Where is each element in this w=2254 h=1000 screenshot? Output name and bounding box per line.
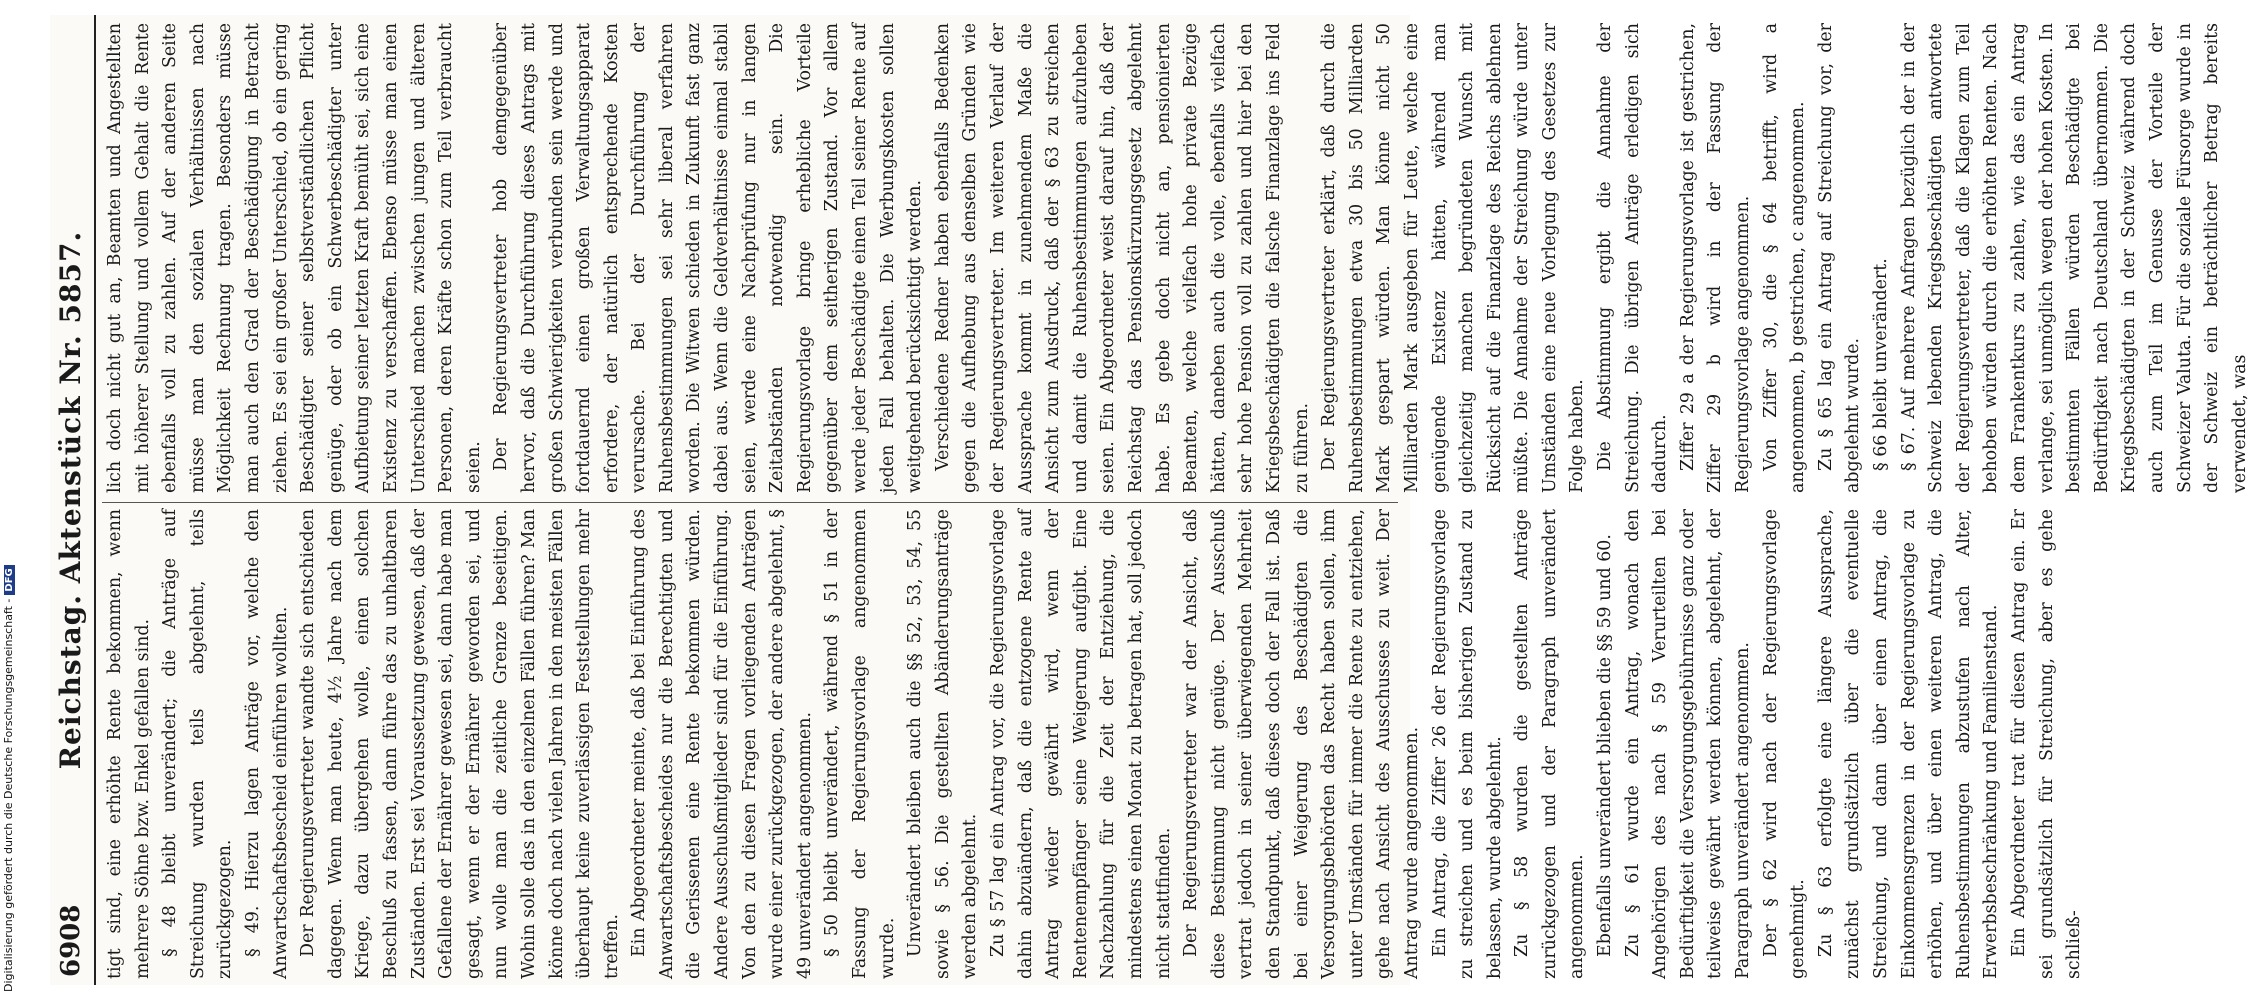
paragraph: § 49. Hierzu lagen Anträge vor, welche den Anwartschaftsbescheid einführen wollten.	[242, 509, 291, 979]
rotated-page-content	[50, 15, 2250, 985]
paragraph: § 66 bleibt unverändert.	[1871, 258, 1891, 471]
right-column	[102, 23, 2250, 493]
digitization-footer	[0, 0, 22, 1000]
page-header	[50, 15, 96, 985]
paragraph: § 48 bleibt unverändert; die Anträge auf Streichung wurden teils abgelehnt, teils zurückgezogen.	[160, 509, 236, 979]
paragraph: Zu § 65 lag ein Antrag auf Streichung vor, der abgelehnt wurde.	[1815, 23, 1864, 493]
paragraph: Unverändert bleiben auch die §§ 52, 53, 54, 55 sowie § 56. Die gestellten Abänderungsanträge werden abgelehnt.	[905, 509, 981, 979]
paragraph: Ebenfalls unverändert blieben die §§ 59 und 60.	[1595, 534, 1616, 957]
running-title: Reichstag. Aktenstück Nr. 5857.	[54, 230, 87, 770]
paragraph: Der Regierungsvertreter hob demgegenüber hervor, daß die Durchführung dieses Antrags mit großen Schwierigkeiten verbunden sein werde und fortdauernd einen großen Verwaltungsapparat erfordere, der natürlich entsprechende Kosten verursache. Bei der Durchführung der Ruhensbestimmungen sei sehr liberal verfahren worden. Die Witwen schieden in Zukunft fast ganz dabei aus. Wenn die Geldverhältnisse einmal stabil seien, werde eine Nachprüfung nur in langen Zeitabständen notwendig sein. Die Regierungsvorlage bringe erhebliche Vorteile gegenüber dem seitherigen Zustand. Vor allem werde jeder Beschädigte einen Teil seiner Rente auf jeden Fall behalten. Die Werbungskosten sollen weitgehend berücksichtigt werden.	[491, 23, 926, 493]
paragraph: § 50 bleibt unverändert, während § 51 in der Fassung der Regierungsvorlage angenommen wurde.	[822, 509, 898, 979]
paragraph: Ziffer 29 a der Regierungsvorlage ist gestrichen, Ziffer 29 b wird in der Fassung der Regierungsvorlage angenommen.	[1677, 23, 1754, 493]
paragraph: Zu § 58 wurden die gestellten Anträge zurückgezogen und der Paragraph unverändert angenommen.	[1512, 509, 1588, 979]
paragraph: Zu § 63 erfolgte eine längere Aussprache, zunächst grundsätzlich über die eventuelle Streichung, und dann über einen Antrag, die Einkommensgrenzen in der Regierungsvorlage zu erhöhen, und über einen weiteren Antrag, die Ruhensbestimmungen abzustufen nach Alter, Erwerbsbeschränkung und Familienstand.	[1815, 509, 2002, 979]
paragraph: tigt sind, eine erhöhte Rente bekommen, wenn mehrere Söhne bzw. Enkel gefallen sind.	[105, 509, 153, 979]
paragraph: lich doch nicht gut an, Beamten und Angestellten mit höherer Stellung und vollem Gehalt die Rente ebenfalls voll zu zahlen. Auf der anderen Seite müsse man den sozialen Verhältnissen nach Möglichkeit Rechnung tragen. Besonders müsse man auch den Grad der Beschädigung in Betracht ziehen. Es sei ein großer Unterschied, ob ein gering Beschädigter seiner selbstverständlichen Pflicht genüge, oder ob ein Schwerbeschädigter unter Aufbietung seiner letzten Kraft bemüht sei, sich eine Existenz zu verschaffen. Ebenso müsse man einen Unterschied machen zwischen jungen und älteren Personen, deren Kräfte schon zum Teil verbraucht seien.	[105, 23, 484, 493]
paragraph: Verschiedene Redner haben ebenfalls Bedenken gegen die Aufhebung aus denselben Gründen wie der Regierungsvertreter. Im weiteren Verlauf der Aussprache kommt in zunehmendem Maße die Ansicht zum Ausdruck, daß der § 63 zu streichen und damit die Ruhensbestimmungen aufzuheben seien. Ein Abgeordneter weist darauf hin, daß der Reichstag das Pensionskürzungsgesetz abgelehnt habe. Es gebe doch nicht an, pensionierten Beamten, welche vielfach hohe private Bezüge hätten, daneben auch die volle, ebenfalls vielfach sehr hohe Pension voll zu zahlen und hier bei den Kriegsbeschädigten die falsche Finanzlage ins Feld zu führen.	[932, 23, 1312, 493]
paragraph: Der Regierungsvertreter wandte sich entschieden dagegen. Wenn man heute, 4½ Jahre nach dem Kriege, dazu übergehen wolle, einen solchen Beschluß zu fassen, dann führe das zu unhaltbaren Zuständen. Erst sei Voraussetzung gewesen, daß der Gefallene der Ernährer gewesen sei, dann habe man gesagt, wenn er der Ernährer geworden sei, und nun wolle man die zeitliche Grenze beseitigen. Wohin solle das in den einzelnen Fällen führen? Man könne doch nach vielen Jahren in den meisten Fällen überhaupt keine zuverlässigen Feststellungen mehr treffen.	[298, 509, 622, 979]
paragraph: Ein Abgeordneter trat für diesen Antrag ein. Er sei grundsätzlich für Streichung, aber es gehe schließ-	[2008, 509, 2085, 979]
paragraph: Ein Abgeordneter meinte, daß bei Einführung des Anwartschaftsbescheides nur die Berechtigten und die Gerissenen eine Rente bekommen würden. Andere Ausschußmitglieder sind für die Einführung. Von den zu diesen Fragen vorliegenden Anträgen wurde einer zurückgezogen, der andere abgelehnt, § 49 unverändert angenommen.	[629, 509, 815, 979]
paragraph: Der § 62 wird nach der Regierungsvorlage genehmigt.	[1760, 509, 1809, 979]
page-number: 6908	[56, 904, 86, 977]
left-column	[102, 509, 2085, 979]
paragraph: Zu § 61 wurde ein Antrag, wonach den Angehörigen des nach § 59 Verurteilten bei Bedürftigkeit die Versorgungsgebührnisse ganz oder teilweise gewährt werden können, abgelehnt, der Paragraph unverändert angenommen.	[1622, 509, 1754, 979]
column-divider	[102, 502, 1398, 503]
paragraph: Von Ziffer 30, die § 64 betrifft, wird a angenommen, b gestrichen, c angenommen.	[1760, 23, 1809, 493]
paragraph: Die Abstimmung ergibt die Annahme der Streichung. Die übrigen Anträge erledigen sich dadurch.	[1595, 23, 1671, 493]
text-columns	[102, 21, 2250, 979]
paragraph: Der Regierungsvertreter war der Ansicht, daß diese Bestimmung nicht genüge. Der Ausschuß vertrat jedoch in seiner überwiegenden Mehrheit den Standpunkt, daß dieses doch der Fall ist. Daß bei einer Weigerung des Beschädigten die Versorgungsbehörden das Recht haben sollen, ihm unter Umständen für immer die Rente zu entziehen, gehe nach Ansicht des Ausschusses zu weit. Der Antrag wurde angenommen.	[1181, 509, 1422, 979]
paragraph: Ein Antrag, die Ziffer 26 der Regierungsvorlage zu streichen und es beim bisherigen Zustand zu belassen, wurde abgelehnt.	[1429, 509, 1505, 979]
digitization-credit: Digitalisierung gefördert durch die Deutsche Forschungsgemeinschaft -	[2, 598, 15, 992]
paragraph: § 67. Auf mehrere Anfragen bezüglich der in der Schweiz lebenden Kriegsbeschädigten antwortete der Regierungsvertreter, daß die Klagen zum Teil behoben würden durch die erhöhten Renten. Nach dem Frankentkurs zu zahlen, wie das ein Antrag verlange, sei unmöglich wegen der hohen Kosten. In bestimmten Fällen würden Beschädigte bei Bedürftigkeit nach Deutschland übernommen. Die Kriegsbeschädigten in der Schweiz während doch auch zum Teil im Genusse der Vorteile der Schweizer Valuta. Für die soziale Fürsorge wurde in der Schweiz ein beträchtlicher Betrag bereits verwendet, was	[1898, 23, 2250, 493]
paragraph: Der Regierungsvertreter erklärt, daß durch die Ruhensbestimmungen etwa 30 bis 50 Milliarden Mark gespart würden. Man könne nicht 50 Milliarden Mark ausgeben für Leute, welche eine genügende Existenz hätten, während man gleichzeitig manchen begründeten Wunsch mit Rücksicht auf die Finanzlage des Reichs ablehnen müßte. Die Annahme der Streichung würde unter Umständen eine neue Vorlegung des Gesetzes zur Folge haben.	[1319, 23, 1588, 493]
dfg-logo: DFG	[4, 565, 15, 594]
paragraph: Zu § 57 lag ein Antrag vor, die Regierungsvorlage dahin abzuändern, daß die entzogene Rente auf Antrag wieder gewährt wird, wenn der Rentenempfänger seine Weigerung aufgibt. Eine Nachzahlung für die Zeit der Entziehung, die mindestens einen Monat zu betragen hat, soll jedoch nicht stattfinden.	[988, 509, 1174, 979]
